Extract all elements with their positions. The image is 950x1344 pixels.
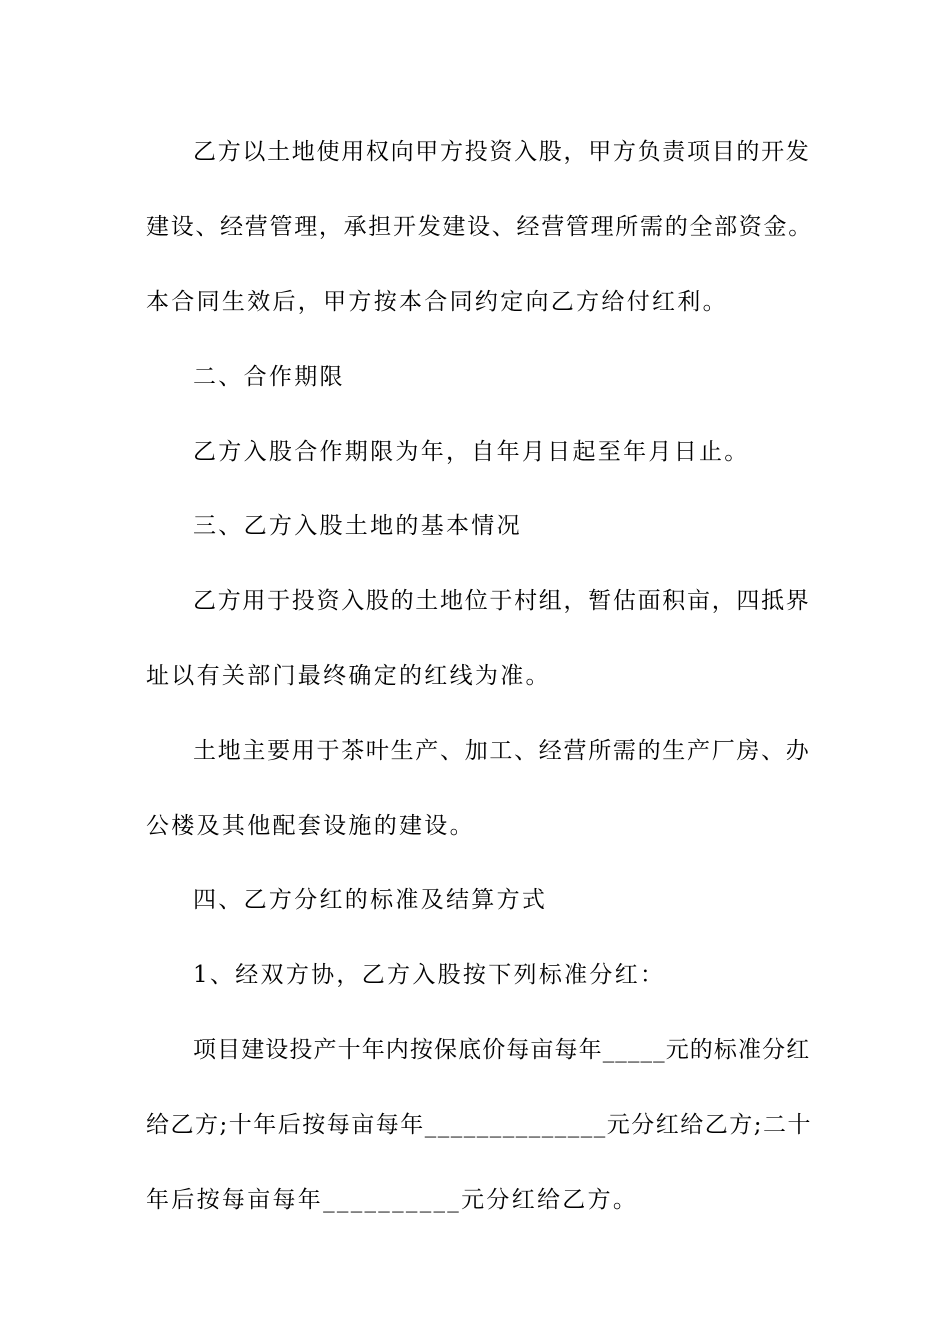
paragraph-line: 给乙方;十年后按每亩每年______________元分红给乙方;二十 [146,1112,812,1138]
paragraph-line: 本合同生效后，甲方按本合同约定向乙方给付红利。 [146,289,728,315]
paragraph-line: 年后按每亩每年__________元分红给乙方。 [146,1187,639,1213]
section-heading: 二、合作期限 [193,364,345,390]
paragraph-line: 乙方用于投资入股的土地位于村组，暂估面积亩，四抵界 [193,588,811,614]
paragraph-line: 址以有关部门最终确定的红线为准。 [146,663,551,689]
section-heading: 四、乙方分红的标准及结算方式 [193,887,548,913]
paragraph-line: 建设、经营管理，承担开发建设、经营管理所需的全部资金。 [146,214,813,240]
paragraph-line: 1、经双方协，乙方入股按下列标准分红： [193,962,666,988]
paragraph-line: 乙方以土地使用权向甲方投资入股，甲方负责项目的开发 [193,139,811,165]
paragraph-line: 乙方入股合作期限为年，自年月日起至年月日止。 [193,439,750,465]
paragraph-line: 公楼及其他配套设施的建设。 [146,813,475,839]
section-heading: 三、乙方入股土地的基本情况 [193,513,522,539]
paragraph-line: 土地主要用于茶叶生产、加工、经营所需的生产厂房、办 [193,738,811,764]
paragraph-line: 项目建设投产十年内按保底价每亩每年_____元的标准分红 [193,1037,811,1063]
